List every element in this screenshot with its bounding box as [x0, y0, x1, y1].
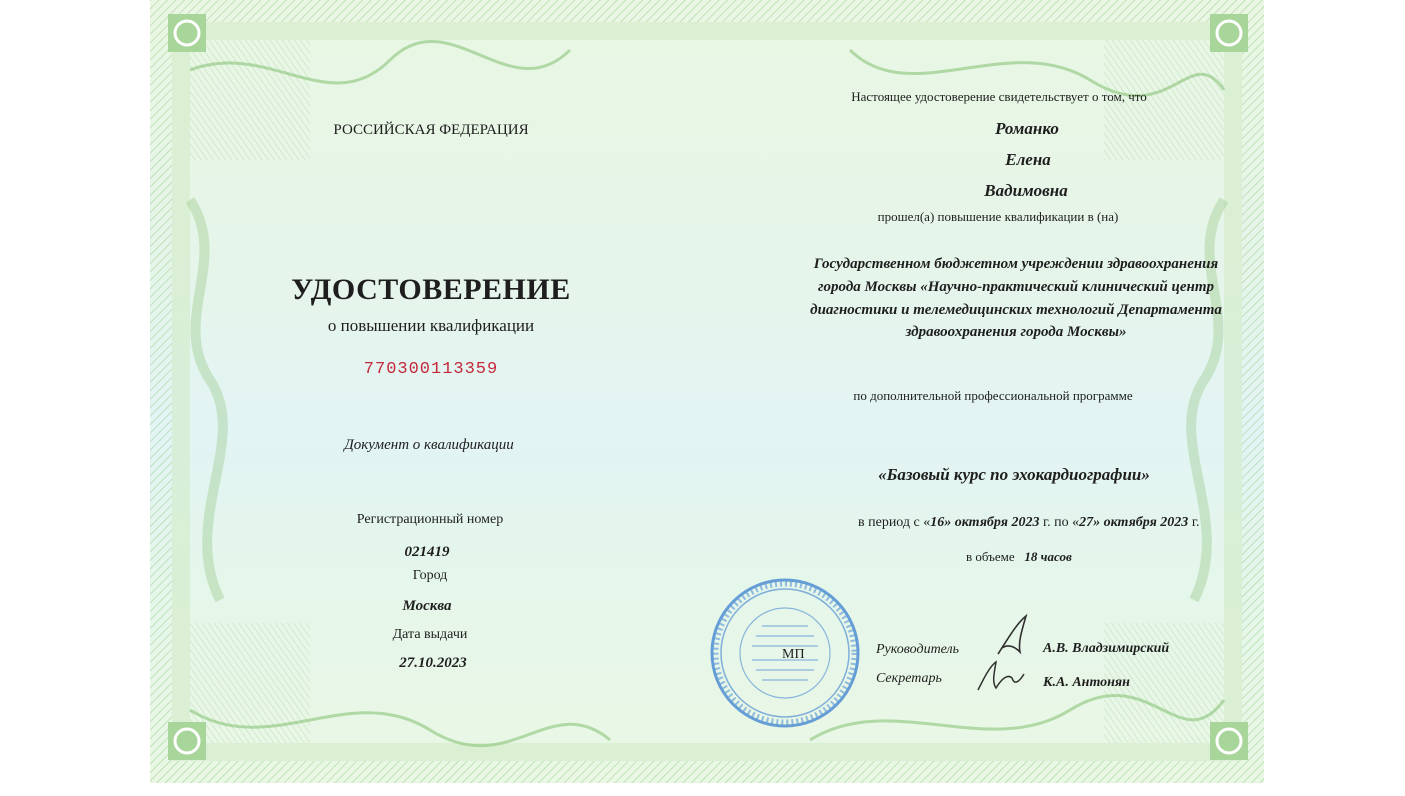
head-label: Руководитель — [876, 642, 960, 657]
surname: Романко — [995, 119, 1059, 138]
head-signature-icon — [992, 612, 1040, 660]
issue-date: 27.10.2023 — [399, 655, 467, 671]
period-suffix: г. — [1188, 515, 1200, 530]
intro-text: Настоящее удостоверение свидетельствует о том, что — [851, 89, 1147, 104]
period-end-month: » октября 2023 — [1093, 515, 1189, 530]
volume — [966, 549, 1072, 565]
institution-line: диагностики и телемедицинских технологий Департамента — [810, 302, 1222, 318]
passed-text: прошел(а) повышение квалификации в (на) — [877, 209, 1119, 224]
volume-label: в объеме — [966, 549, 1015, 564]
reg-number-label: Регистрационный номер — [356, 512, 504, 527]
patronymic: Вадимовна — [984, 181, 1068, 200]
institution-line: города Москвы «Научно-практический клинический центр — [817, 279, 1215, 295]
program-label: по дополнительной профессиональной программе — [853, 388, 1133, 403]
study-period — [858, 515, 1199, 531]
head-name: А.В. Владзимирский — [1043, 641, 1170, 656]
stamp-mp: МП — [782, 647, 805, 662]
secretary-label: Секретарь — [876, 671, 942, 686]
volume-value: 18 часов — [1024, 549, 1072, 564]
period-start-month: » октября 2023 — [944, 515, 1040, 530]
period-start-day: 16 — [930, 515, 945, 530]
period-end-day: 27 — [1079, 515, 1094, 530]
institution-line: Государственном бюджетном учреждении здравоохранения — [813, 256, 1219, 272]
period-prefix: в период с « — [858, 515, 931, 530]
document-title: УДОСТОВЕРЕНИЕ — [291, 273, 571, 306]
serial-number: 770300113359 — [363, 360, 499, 379]
city-label: Город — [412, 568, 448, 583]
city: Москва — [402, 598, 452, 614]
document-type: Документ о квалификации — [344, 437, 514, 453]
country-name: РОССИЙСКАЯ ФЕДЕРАЦИЯ — [333, 122, 529, 138]
certificate — [150, 0, 1264, 783]
secretary-signature-icon — [974, 656, 1030, 698]
reg-number: 021419 — [404, 544, 450, 560]
document-subtitle: о повышении квалификации — [327, 316, 535, 335]
institution-line: здравоохранения города Москвы» — [905, 324, 1127, 340]
program-name: «Базовый курс по эхокардиографии» — [878, 465, 1150, 484]
issue-date-label: Дата выдачи — [392, 627, 468, 642]
period-mid: г. по « — [1039, 515, 1080, 530]
first-name: Елена — [1005, 150, 1051, 169]
secretary-name: К.А. Антонян — [1043, 675, 1130, 690]
